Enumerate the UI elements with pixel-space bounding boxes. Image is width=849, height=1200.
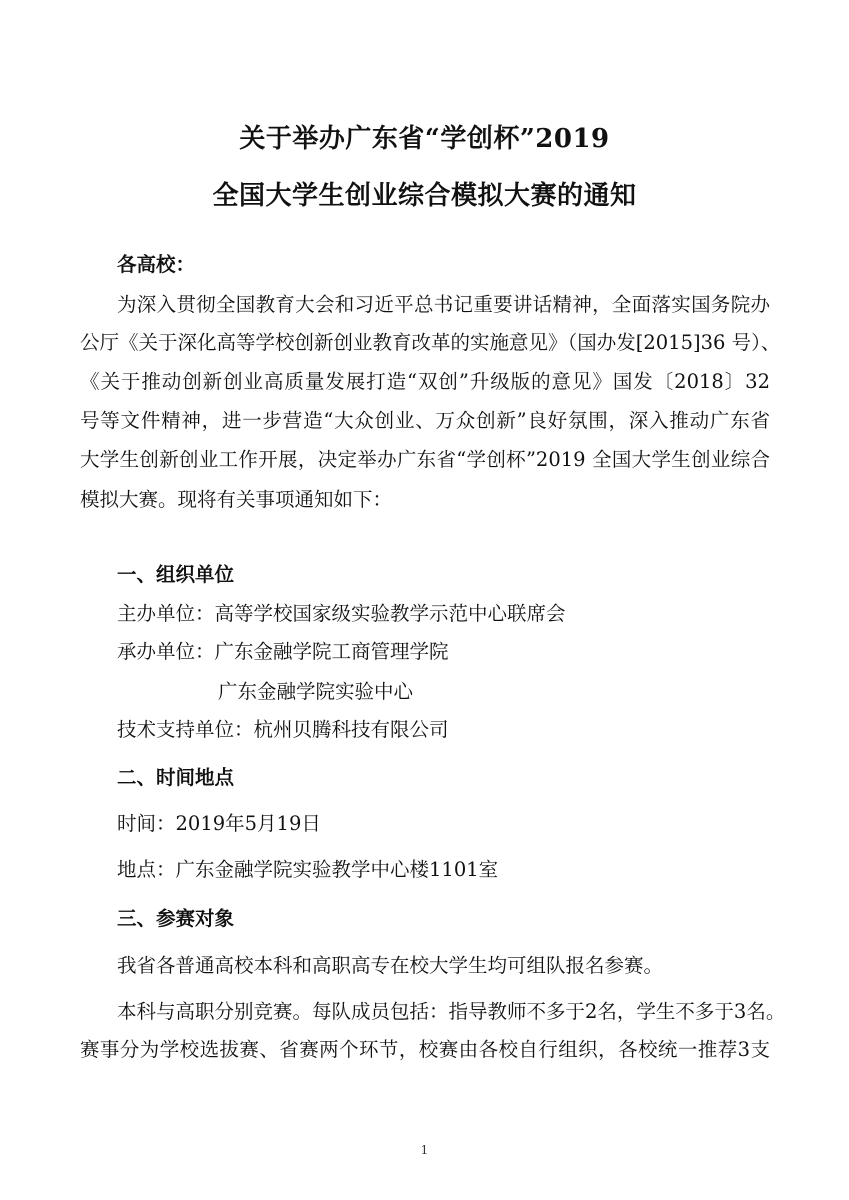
organizer-unit: 承办单位：广东金融学院工商管理学院	[117, 640, 449, 663]
intro-line-5: 大学生创新创业工作开展，决定举办广东省“学创杯”2019 全国大学生创业综合	[80, 448, 770, 471]
team-rules-line-2: 赛事分为学校选拔赛、省赛两个环节，校赛由各校自行组织，各校统一推荐3支	[80, 1038, 770, 1061]
section3-heading: 三、参赛对象	[117, 907, 235, 930]
intro-line-2: 公厅《关于深化高等学校创新创业教育改革的实施意见》（国办发[2015]36 号）、	[80, 331, 781, 354]
event-place: 地点：广东金融学院实验教学中心楼1101室	[117, 858, 499, 881]
host-unit: 主办单位：高等学校国家级实验教学示范中心联席会	[117, 602, 566, 625]
doc-title-line-2: 全国大学生创业综合模拟大赛的通知	[212, 181, 637, 211]
doc-title-line-1: 关于举办广东省“学创杯”2019	[239, 124, 610, 154]
section2-heading: 二、时间地点	[117, 766, 235, 789]
section1-heading: 一、组织单位	[117, 563, 235, 586]
intro-line-6: 模拟大赛。现将有关事项通知如下：	[80, 488, 393, 511]
tech-support-unit: 技术支持单位：杭州贝腾科技有限公司	[117, 718, 449, 741]
team-rules-line-1: 本科与高职分别竞赛。每队成员包括：指导教师不多于2名，学生不多于3名。	[117, 1000, 786, 1023]
intro-line-4: 号等文件精神，进一步营造“大众创业、万众创新”良好氛围，深入推动广东省	[80, 409, 770, 432]
event-time: 时间：2019年5月19日	[117, 812, 321, 835]
page-number: 1	[420, 1143, 429, 1157]
participants-paragraph: 我省各普通高校本科和高职高专在校大学生均可组队报名参赛。	[117, 954, 664, 977]
salutation: 各高校：	[117, 253, 196, 276]
intro-line-1: 为深入贯彻全国教育大会和习近平总书记重要讲话精神，全面落实国务院办	[117, 293, 770, 316]
organizer-unit-2: 广东金融学院实验中心	[218, 680, 414, 703]
intro-line-3: 《关于推动创新创业高质量发展打造“双创”升级版的意见》国发〔2018〕32	[80, 370, 770, 393]
